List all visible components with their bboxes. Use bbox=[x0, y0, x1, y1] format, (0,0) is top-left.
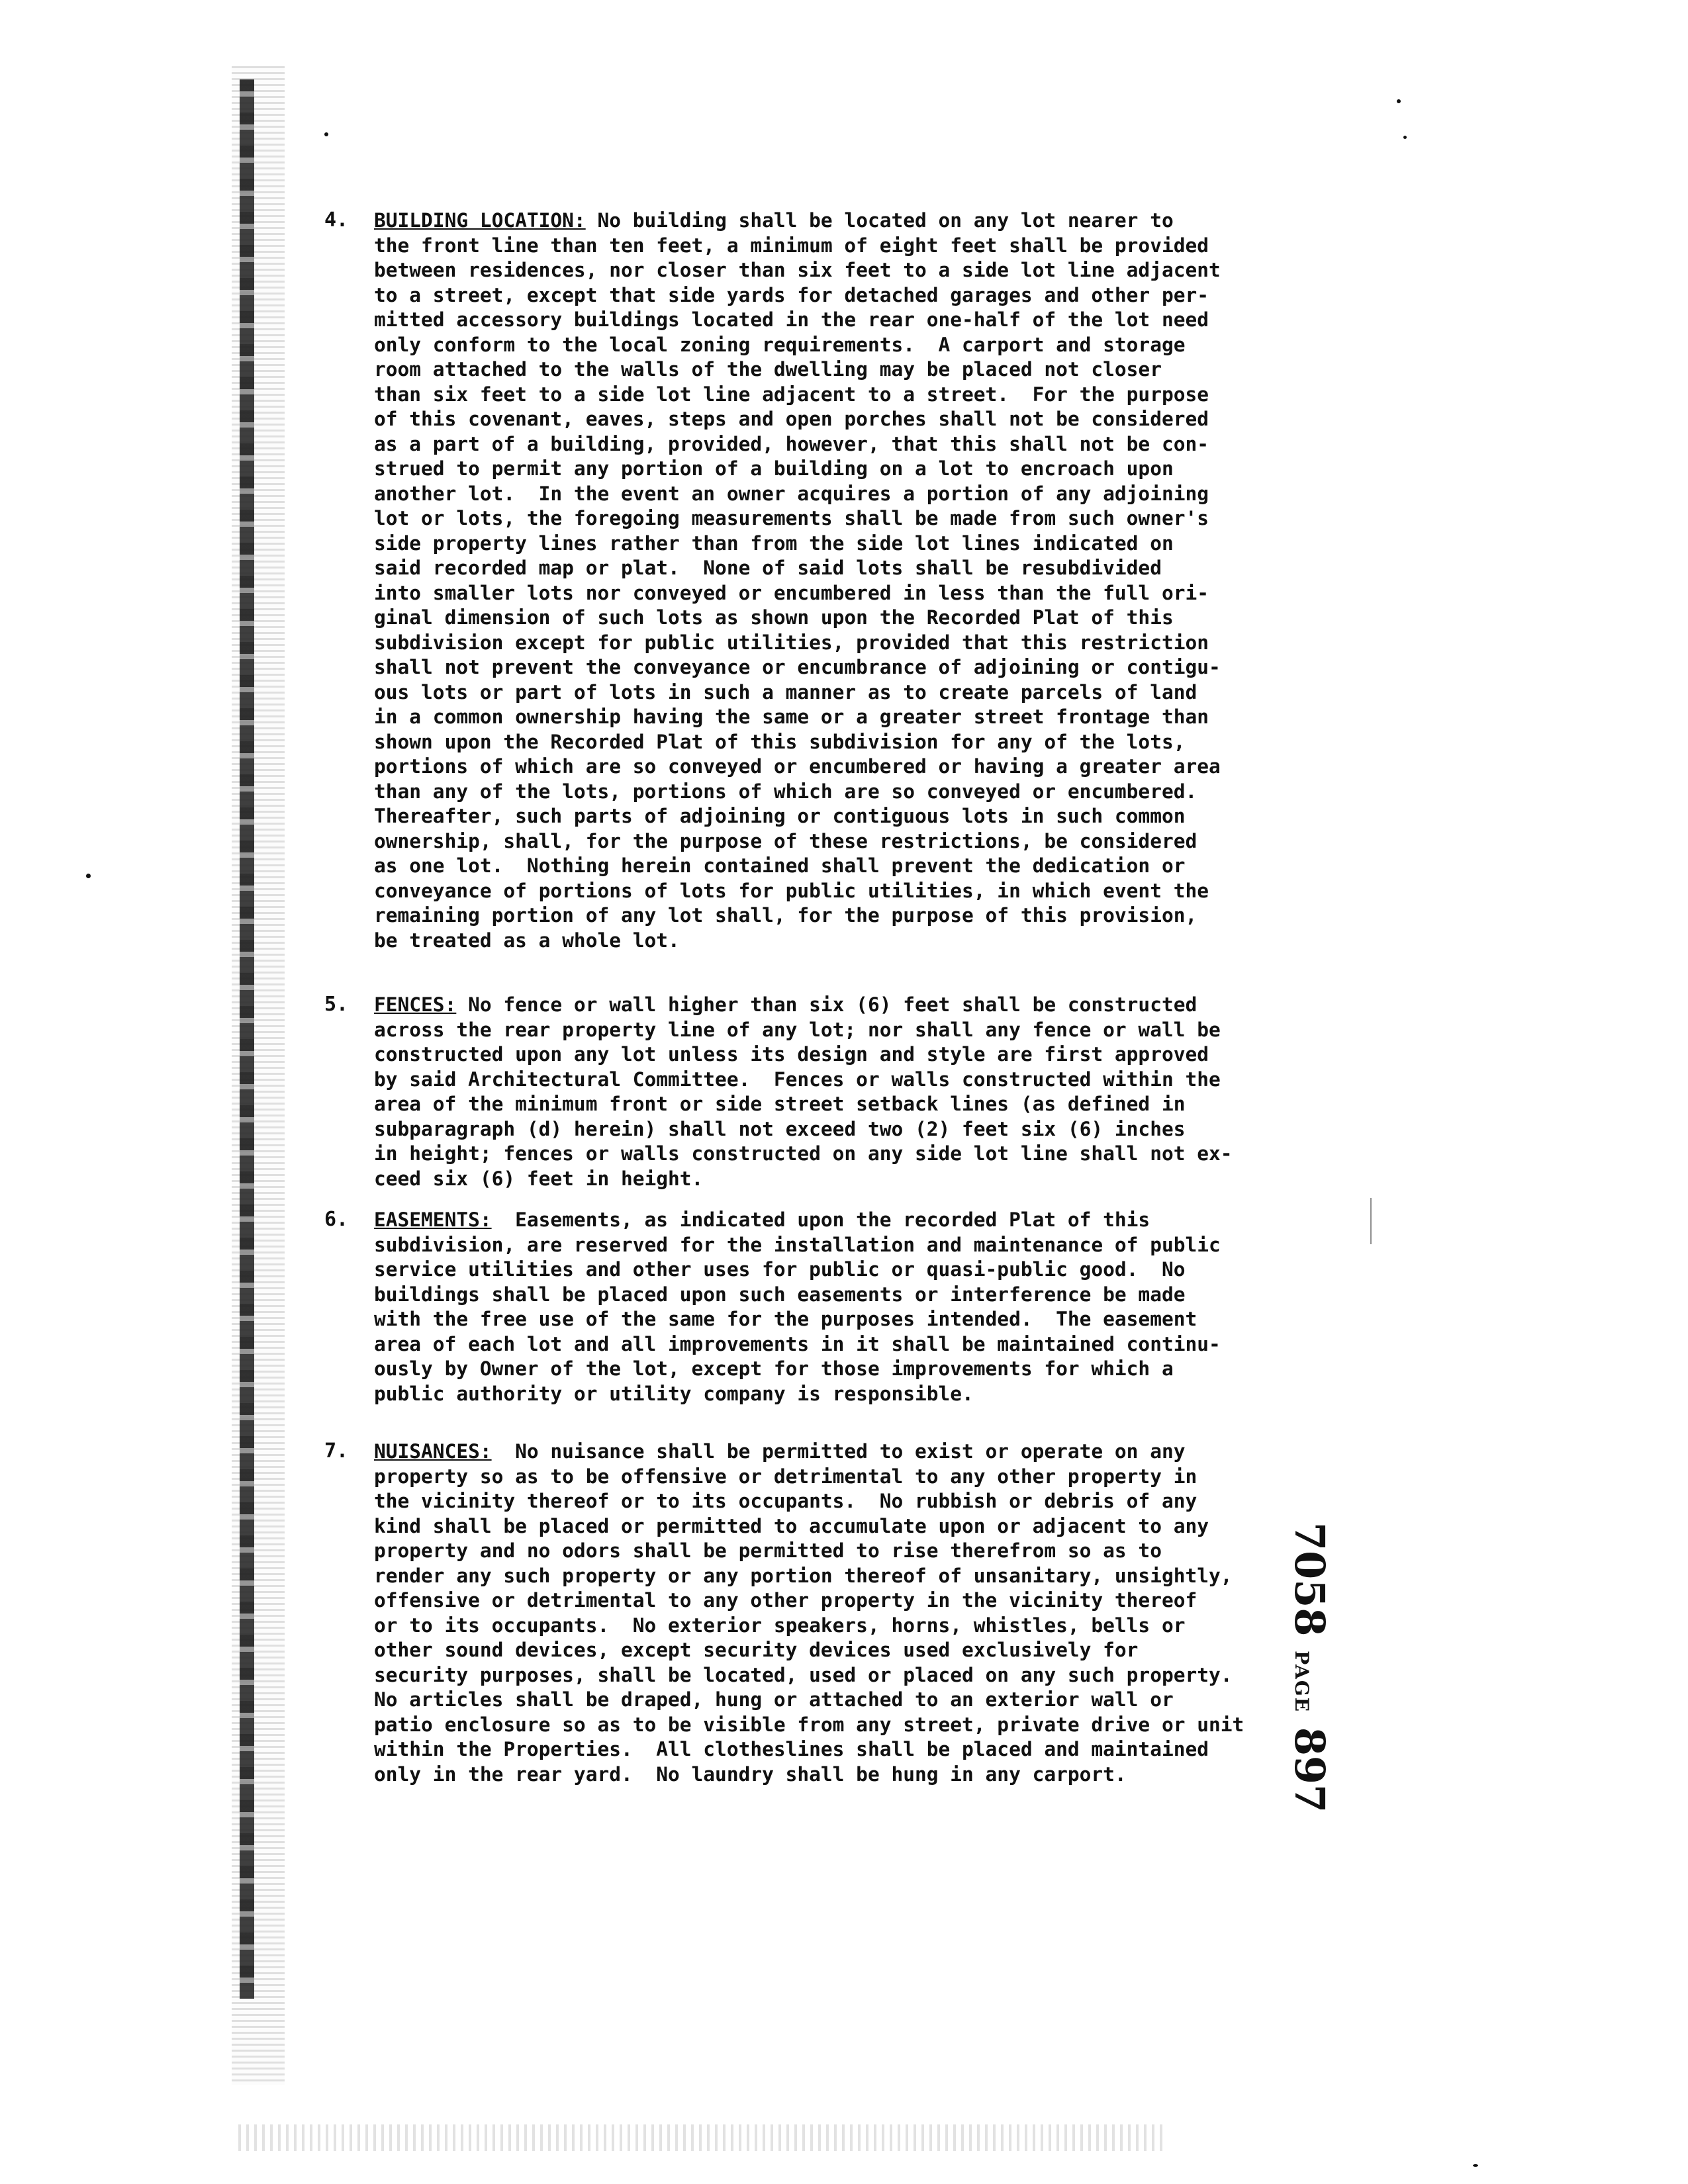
section-number: 6. bbox=[324, 1208, 349, 1231]
text-line: ous lots or part of lots in such a manner as to create parcels of land bbox=[374, 680, 1197, 704]
section-number: 4. bbox=[324, 208, 349, 232]
text-line: Thereafter, such parts of adjoining or contiguous lots in such common bbox=[374, 805, 1186, 827]
scan-speck bbox=[1403, 136, 1407, 139]
section-body bbox=[374, 208, 1344, 953]
text-line: shall not prevent the conveyance or encumbrance of adjoining or contigu- bbox=[374, 656, 1221, 678]
text-line: another lot. In the event an owner acquires a portion of any adjoining bbox=[374, 482, 1209, 505]
text-line: area of each lot and all improvements in it shall be maintained continu- bbox=[374, 1332, 1221, 1355]
text-line: conveyance of portions of lots for public utilities, in which event the bbox=[374, 879, 1209, 902]
text-line: render any such property or any portion thereof of unsanitary, unsightly, bbox=[374, 1564, 1233, 1587]
text-line: or to its occupants. No exterior speakers, horns, whistles, bells or bbox=[374, 1614, 1186, 1637]
text-line: remaining portion of any lot shall, for the purpose of this provision, bbox=[374, 904, 1197, 927]
text-line: only conform to the local zoning requirements. A carport and storage bbox=[374, 333, 1186, 356]
text-line: mitted accessory buildings located in the rear one-half of the lot need bbox=[374, 308, 1209, 331]
text-line: in height; fences or walls constructed on any side lot line shall not ex- bbox=[374, 1142, 1233, 1165]
text-line: to a street, except that side yards for detached garages and other per- bbox=[374, 283, 1209, 306]
section-heading: FENCES: bbox=[374, 993, 457, 1016]
section-heading: EASEMENTS: bbox=[374, 1208, 492, 1231]
text-line: side property lines rather than from the side lot lines indicated on bbox=[374, 531, 1174, 555]
scan-speck bbox=[1397, 99, 1401, 103]
text-line: as a part of a building, provided, however, that this shall not be con- bbox=[374, 432, 1209, 455]
text-line: into smaller lots nor conveyed or encumbered in less than the full ori- bbox=[374, 581, 1209, 604]
text-line: by said Architectural Committee. Fences or walls constructed within the bbox=[374, 1068, 1221, 1091]
text-line: portions of which are so conveyed or encumbered or having a greater area bbox=[374, 755, 1221, 778]
text-line: said recorded map or plat. None of said lots shall be resubdivided bbox=[374, 557, 1162, 579]
text-line: property and no odors shall be permitted to rise therefrom so as to bbox=[374, 1539, 1162, 1562]
text-line: than six feet to a side lot line adjacent to a street. For the purpose bbox=[374, 383, 1209, 406]
text-line: security purposes, shall be located, used or placed on any such property. bbox=[374, 1663, 1233, 1686]
text-line: other sound devices, except security devices used exclusively for bbox=[374, 1639, 1139, 1661]
text-line: No articles shall be draped, hung or attached to an exterior wall or bbox=[374, 1688, 1174, 1711]
section-heading: NUISANCES: bbox=[374, 1440, 492, 1463]
text-line: constructed upon any lot unless its design and style are first approved bbox=[374, 1043, 1209, 1066]
stamp-book-number: 7058 bbox=[1286, 1522, 1334, 1637]
section-body bbox=[374, 1439, 1344, 1787]
text-line: within the Properties. All clotheslines shall be placed and maintained bbox=[374, 1738, 1209, 1760]
scan-binding-edge bbox=[240, 79, 254, 1999]
text-line: property so as to be offensive or detrimental to any other property in bbox=[374, 1465, 1197, 1488]
text-line: patio enclosure so as to be visible from any street, private drive or unit bbox=[374, 1713, 1244, 1736]
text-line: the front line than ten feet, a minimum of eight feet shall be provided bbox=[374, 234, 1209, 257]
text-line: with the free use of the same for the purposes intended. The easement bbox=[374, 1308, 1197, 1330]
text-line: Easements, as indicated upon the recorded Plat of this bbox=[491, 1208, 1150, 1231]
text-line: room attached to the walls of the dwelling may be placed not closer bbox=[374, 358, 1162, 381]
section-number: 7. bbox=[324, 1439, 349, 1463]
text-line: of this covenant, eaves, steps and open porches shall not be considered bbox=[374, 408, 1209, 430]
text-line: in a common ownership having the same or a greater street frontage than bbox=[374, 705, 1209, 728]
text-line: only in the rear yard. No laundry shall be hung in any carport. bbox=[374, 1762, 1127, 1786]
text-line: shown upon the Recorded Plat of this subdivision for any of the lots, bbox=[374, 730, 1186, 753]
section-nuisances bbox=[324, 1439, 1344, 1787]
text-line: area of the minimum front or side street setback lines (as defined in bbox=[374, 1093, 1186, 1115]
scan-speck bbox=[86, 874, 91, 878]
section-fences bbox=[324, 993, 1344, 1191]
text-line: ceed six (6) feet in height. bbox=[374, 1167, 704, 1190]
text-line: kind shall be placed or permitted to accumulate upon or adjacent to any bbox=[374, 1514, 1209, 1537]
text-line: strued to permit any portion of a building on a lot to encroach upon bbox=[374, 457, 1174, 480]
text-line: across the rear property line of any lot; nor shall any fence or wall be bbox=[374, 1018, 1221, 1041]
text-line: than any of the lots, portions of which are so conveyed or encumbered. bbox=[374, 780, 1197, 803]
section-easements bbox=[324, 1208, 1344, 1406]
text-line: buildings shall be placed upon such easements or interference be made bbox=[374, 1283, 1186, 1306]
section-heading: BUILDING LOCATION: bbox=[374, 209, 586, 232]
text-line: No nuisance shall be permitted to exist or operate on any bbox=[491, 1440, 1186, 1463]
scan-mark bbox=[1370, 1198, 1372, 1244]
scan-bottom-noise bbox=[238, 2124, 1165, 2151]
text-line: subparagraph (d) herein) shall not exceed two (2) feet six (6) inches bbox=[374, 1117, 1186, 1140]
scan-speck bbox=[324, 132, 328, 136]
stamp-page-number: 897 bbox=[1286, 1727, 1334, 1813]
stamp-page-label: PAGE bbox=[1291, 1651, 1313, 1713]
text-line: offensive or detrimental to any other property in the vicinity thereof bbox=[374, 1589, 1197, 1612]
text-line: be treated as a whole lot. bbox=[374, 929, 680, 952]
text-line: No building shall be located on any lot nearer to bbox=[585, 209, 1174, 232]
text-line: the vicinity thereof or to its occupants. No rubbish or debris of any bbox=[374, 1490, 1197, 1512]
section-body bbox=[374, 993, 1344, 1191]
section-body bbox=[374, 1208, 1344, 1406]
section-number: 5. bbox=[324, 993, 349, 1016]
text-line: subdivision, are reserved for the installation and maintenance of public bbox=[374, 1233, 1221, 1256]
text-line: No fence or wall higher than six (6) feet shall be constructed bbox=[456, 993, 1197, 1016]
text-line: ginal dimension of such lots as shown upon the Recorded Plat of this bbox=[374, 606, 1174, 629]
scan-speck bbox=[1473, 2164, 1478, 2167]
text-line: lot or lots, the foregoing measurements shall be made from such owner's bbox=[374, 507, 1209, 529]
text-line: subdivision except for public utilities, provided that this restriction bbox=[374, 631, 1209, 654]
text-line: ously by Owner of the lot, except for those improvements for which a bbox=[374, 1357, 1174, 1380]
text-line: ownership, shall, for the purpose of these restrictions, be considered bbox=[374, 829, 1197, 852]
recording-stamp bbox=[1286, 1522, 1334, 1813]
text-line: public authority or utility company is responsible. bbox=[374, 1382, 974, 1405]
text-line: service utilities and other uses for public or quasi-public good. No bbox=[374, 1258, 1186, 1281]
section-building-location bbox=[324, 208, 1344, 953]
text-line: as one lot. Nothing herein contained shall prevent the dedication or bbox=[374, 854, 1186, 877]
text-line: between residences, nor closer than six feet to a side lot line adjacent bbox=[374, 259, 1221, 281]
